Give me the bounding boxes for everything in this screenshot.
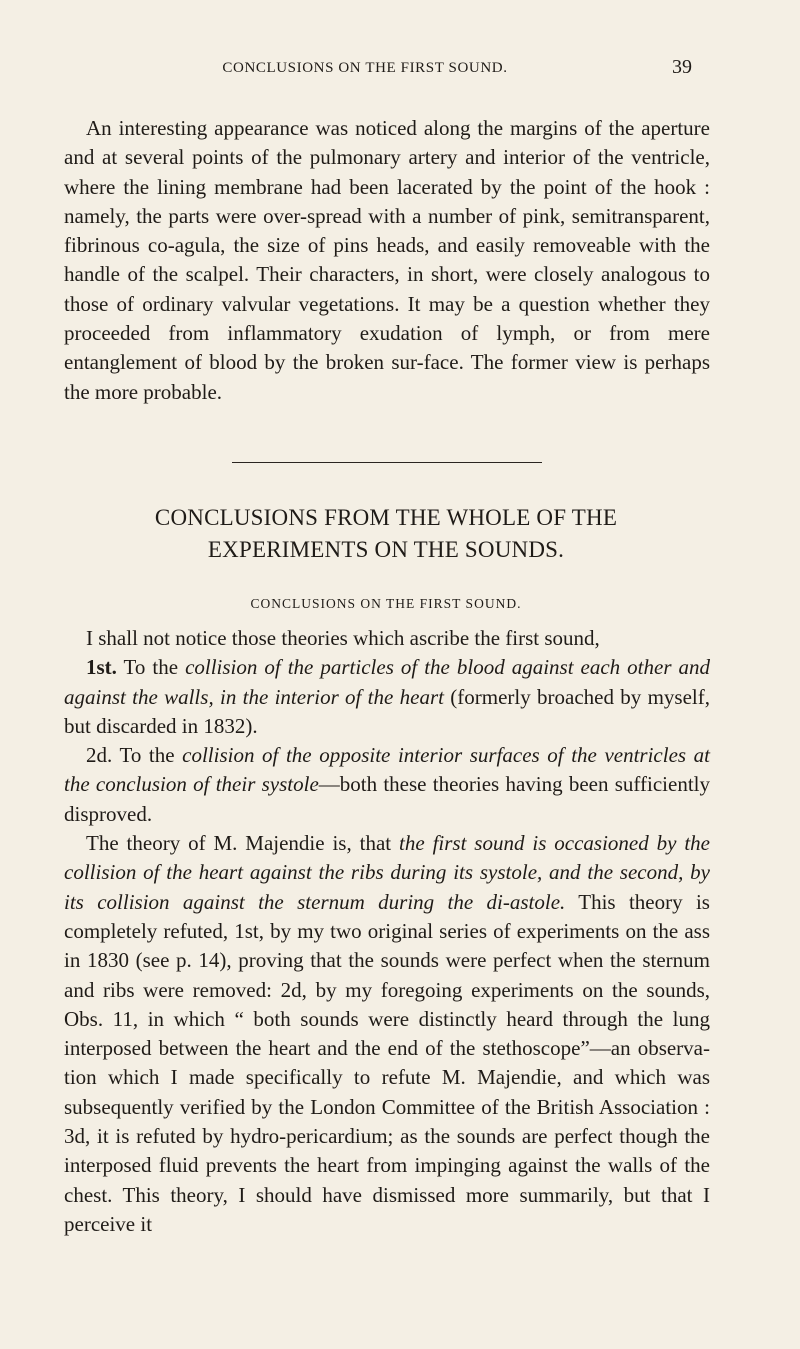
majendie-theory — [64, 829, 710, 1239]
theory-second-lead: To the — [112, 743, 183, 768]
theory-second-italic: collision of the opposite interior surfaces of the ventricles at the conclusion of their systole — [64, 743, 710, 797]
theory-first-lead: To the — [116, 655, 186, 680]
theory-first-tail: (formerly broached by myself, but discarded in 1832). — [64, 684, 710, 738]
conclusions-body — [64, 624, 710, 1239]
theory-second — [64, 741, 710, 829]
theory-first — [64, 653, 710, 741]
theory-second-tail: —both these theories having been sufficiently disproved. — [64, 772, 710, 826]
section-title — [60, 502, 712, 566]
conclusion-intro — [64, 624, 710, 653]
section-divider — [232, 462, 542, 463]
conclusion-intro-text: I shall not notice those theories which ascribe the first sound, — [86, 626, 600, 650]
section-title-line-2: EXPERIMENTS ON THE SOUNDS. — [207, 537, 565, 562]
page-number: 39 — [672, 56, 692, 78]
majendie-theory-refutation: This theory is completely refuted, 1st, by my two original series of experiments on the ass in 1830 (see p. 14), proving that the sounds were perfect when the sternum and ribs were removed: 2d, by my foregoing experiments on the sounds, Obs. 11, in which “ both sounds were distinctly heard through the lung interposed between the heart and the end of the stethoscope”—an observa-tion which I made specifically to refute M. Majendie, and which was subsequently verified by the London Committee of the British Association : 3d, it is refuted by hydro-pericardium; as the sounds are perfect though the interposed fluid prevents the heart from impinging against the walls of the chest. This theory, I should have dismissed more summarily, but that I perceive it — [64, 889, 710, 1236]
running-head: CONCLUSIONS ON THE FIRST SOUND. — [222, 60, 508, 76]
intro-paragraph: An interesting appearance was noticed along the margins of the aperture and at several points of the pulmonary artery and interior of the ventricle, where the lining membrane had been lacerated by the point of the hook : namely, the parts were over-spread with a number of pink, semitransparent, fibrinous co-agula, the size of pins heads, and easily removeable with the handle of the scalpel. Their characters, in short, were closely analogous to those of ordinary valvular vegetations. It may be a question whether they proceeded from inflammatory exudation of lymph, or from mere entanglement of blood by the broken sur-face. The former view is perhaps the more probable. — [64, 116, 710, 404]
section-title-line-1: CONCLUSIONS FROM THE WHOLE OF THE — [154, 505, 618, 530]
theory-first-italic: collision of the particles of the blood against each other and against the walls, in the interior of the heart — [64, 655, 710, 709]
theory-first-number: 1st. — [86, 655, 117, 680]
theory-second-number: 2d. — [86, 743, 113, 768]
majendie-theory-italic: the first sound is occasioned by the collision of the heart against the ribs during its systole, and the second, by its collision against the sternum during the di-astole. — [64, 831, 710, 914]
subsection-heading: CONCLUSIONS ON THE FIRST SOUND. — [250, 596, 522, 611]
majendie-theory-lead: The theory of M. Majendie is, that — [86, 831, 400, 856]
